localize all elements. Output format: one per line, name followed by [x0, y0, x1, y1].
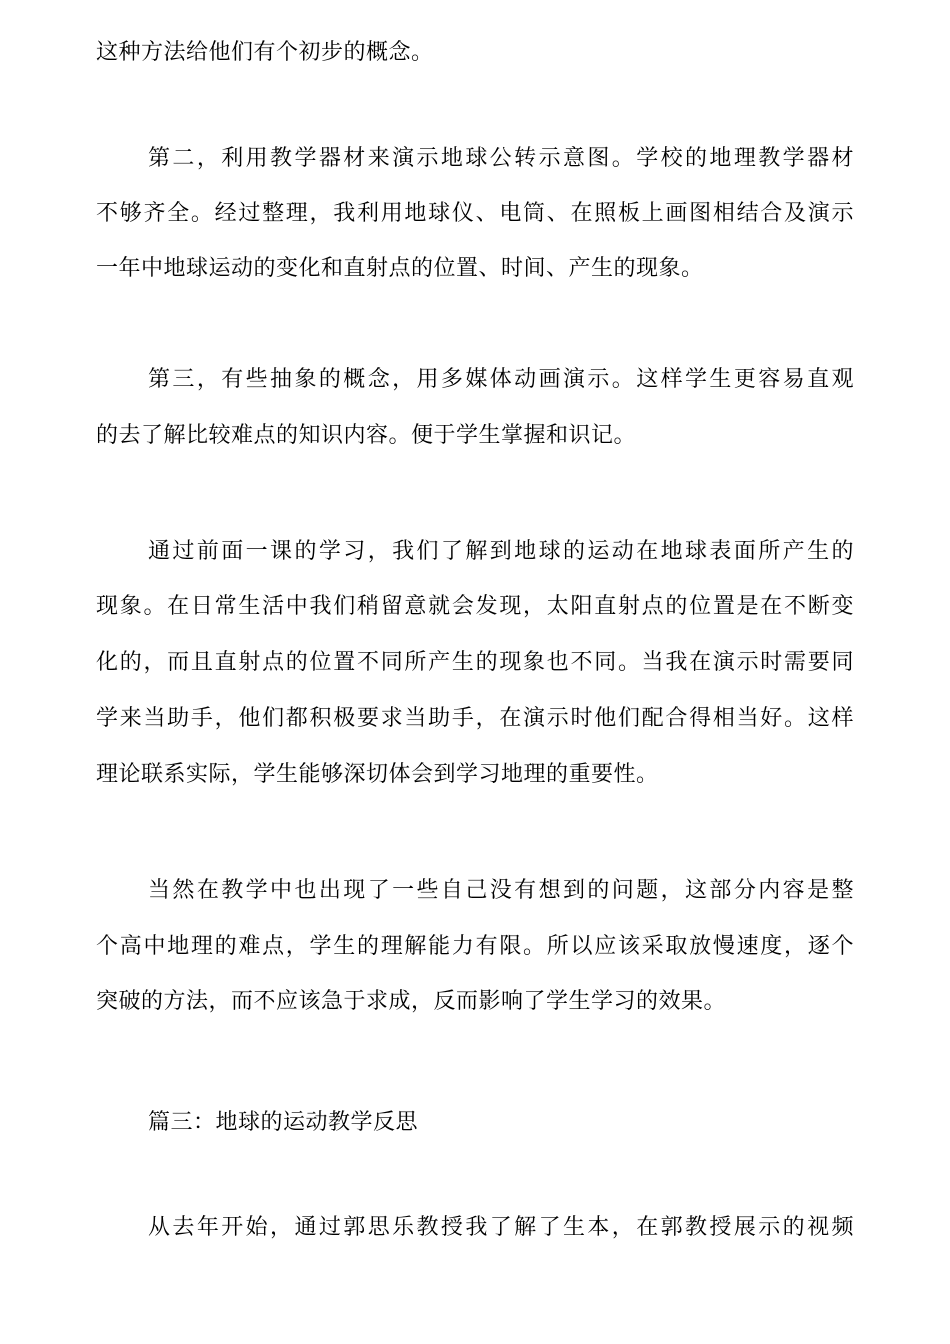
paragraph-line: 理论联系实际，学生能够深切体会到学习地理的重要性。	[96, 762, 659, 787]
paragraph-line: 个高中地理的难点，学生的理解能力有限。所以应该采取放慢速度，逐个	[96, 934, 854, 959]
paragraph-line: 不够齐全。经过整理，我利用地球仪、电筒、在照板上画图相结合及演示	[96, 201, 854, 226]
paragraph-line: 的去了解比较难点的知识内容。便于学生掌握和识记。	[96, 423, 637, 448]
section-heading: 篇三：地球的运动教学反思	[148, 1110, 419, 1135]
paragraph-line: 一年中地球运动的变化和直射点的位置、时间、产生的现象。	[96, 256, 704, 281]
paragraph-line: 当然在教学中也出现了一些自己没有想到的问题，这部分内容是整	[148, 878, 854, 903]
paragraph-line: 通过前面一课的学习，我们了解到地球的运动在地球表面所产生的	[148, 539, 854, 564]
paragraph-line: 突破的方法，而不应该急于求成，反而影响了学生学习的效果。	[96, 989, 727, 1014]
paragraph-line: 化的，而且直射点的位置不同所产生的现象也不同。当我在演示时需要同	[96, 650, 854, 675]
paragraph-line: 学来当助手，他们都积极要求当助手，在演示时他们配合得相当好。这样	[96, 706, 854, 731]
paragraph-line: 第三，有些抽象的概念，用多媒体动画演示。这样学生更容易直观	[148, 367, 854, 392]
paragraph-line: 现象。在日常生活中我们稍留意就会发现，太阳直射点的位置是在不断变	[96, 594, 854, 619]
paragraph-fragment-line: 这种方法给他们有个初步的概念。	[96, 40, 434, 65]
paragraph-line-final: 从去年开始，通过郭思乐教授我了解了生本，在郭教授展示的视频	[148, 1215, 854, 1240]
paragraph-line: 第二，利用教学器材来演示地球公转示意图。学校的地理教学器材	[148, 146, 854, 171]
